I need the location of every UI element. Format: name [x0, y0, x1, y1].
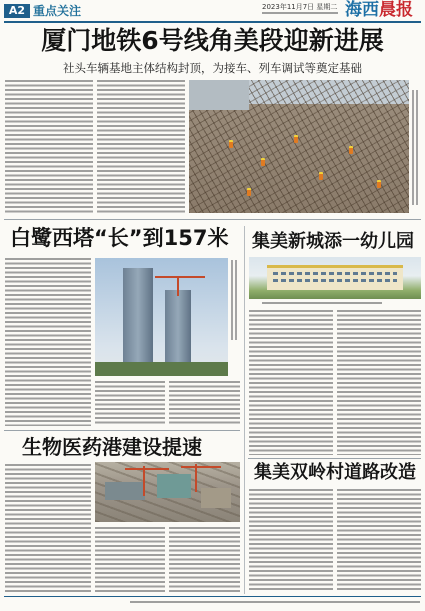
lead-photo-caption: [412, 90, 420, 205]
worker: [319, 172, 323, 180]
article-headline-road: 集美双岭村道路改造: [254, 462, 416, 483]
tower-body-column-3: [169, 381, 240, 426]
biopark-body-column-3: [169, 527, 240, 592]
road-body-column-1: [249, 489, 333, 592]
structure: [105, 482, 145, 500]
lead-subhead: 社头车辆基地主体结构封顶，为接车、列车调试等奠定基础: [63, 61, 362, 75]
column-divider: [244, 226, 245, 594]
road-body-column-2: [337, 489, 421, 592]
tower-body-column-2: [95, 381, 165, 426]
tower-photo-caption: [231, 260, 238, 340]
tower-building: [123, 268, 153, 376]
windows: [273, 279, 397, 282]
crane-jib: [155, 276, 205, 278]
photo-white-egret-west-tower: [95, 258, 228, 376]
article-headline-biopark: 生物医药港建设提速: [22, 435, 202, 459]
kindergarten-photo-caption: [262, 302, 382, 305]
masthead-logo: [345, 1, 413, 20]
header-rule: [4, 21, 421, 23]
photo-biomedical-park-construction: [95, 462, 240, 522]
worker: [247, 188, 251, 196]
biopark-body-column-2: [95, 527, 165, 592]
crane-jib: [181, 466, 221, 468]
section-rule: [248, 458, 421, 459]
logo-part-2: 晨报: [379, 0, 413, 20]
crane-jib: [125, 468, 169, 470]
photo-vehicle-depot-construction: [189, 80, 409, 213]
lead-headline: 厦门地铁6号线角美段迎新进展: [41, 26, 384, 55]
trees: [95, 362, 228, 376]
section-rule: [4, 430, 240, 431]
background-building: [189, 80, 249, 110]
footer-rule: [4, 596, 421, 597]
tower-body-column-1: [5, 258, 91, 426]
section-name: 重点关注: [33, 4, 82, 18]
lead-body-column-2: [97, 80, 185, 213]
worker: [229, 140, 233, 148]
kindergarten-body-column-2: [337, 310, 421, 455]
issue-date: 2023年11月7日 星期二: [262, 3, 338, 11]
lead-body-column-1: [5, 80, 93, 213]
crane-mast: [195, 464, 197, 492]
logo-part-1: 海西: [345, 0, 379, 20]
footer-contact-line: [130, 601, 420, 604]
kindergarten-body-column-1: [249, 310, 333, 455]
structure: [157, 474, 191, 498]
worker: [294, 135, 298, 143]
worker: [349, 146, 353, 154]
structure: [201, 488, 231, 508]
biopark-body-column-1: [5, 464, 91, 592]
crane-mast: [177, 276, 179, 296]
editor-credits: [262, 12, 338, 15]
windows: [273, 272, 397, 275]
photo-kindergarten: [249, 257, 421, 299]
worker: [377, 180, 381, 188]
kindergarten-building: [267, 265, 403, 290]
article-headline-kindergarten: 集美新城添一幼儿园: [252, 231, 414, 252]
section-rule: [4, 219, 421, 220]
crane-mast: [143, 466, 145, 496]
article-headline-tower: 白鹭西塔“长”到157米: [10, 226, 229, 250]
page-number-badge: A2: [4, 4, 30, 18]
worker: [261, 158, 265, 166]
